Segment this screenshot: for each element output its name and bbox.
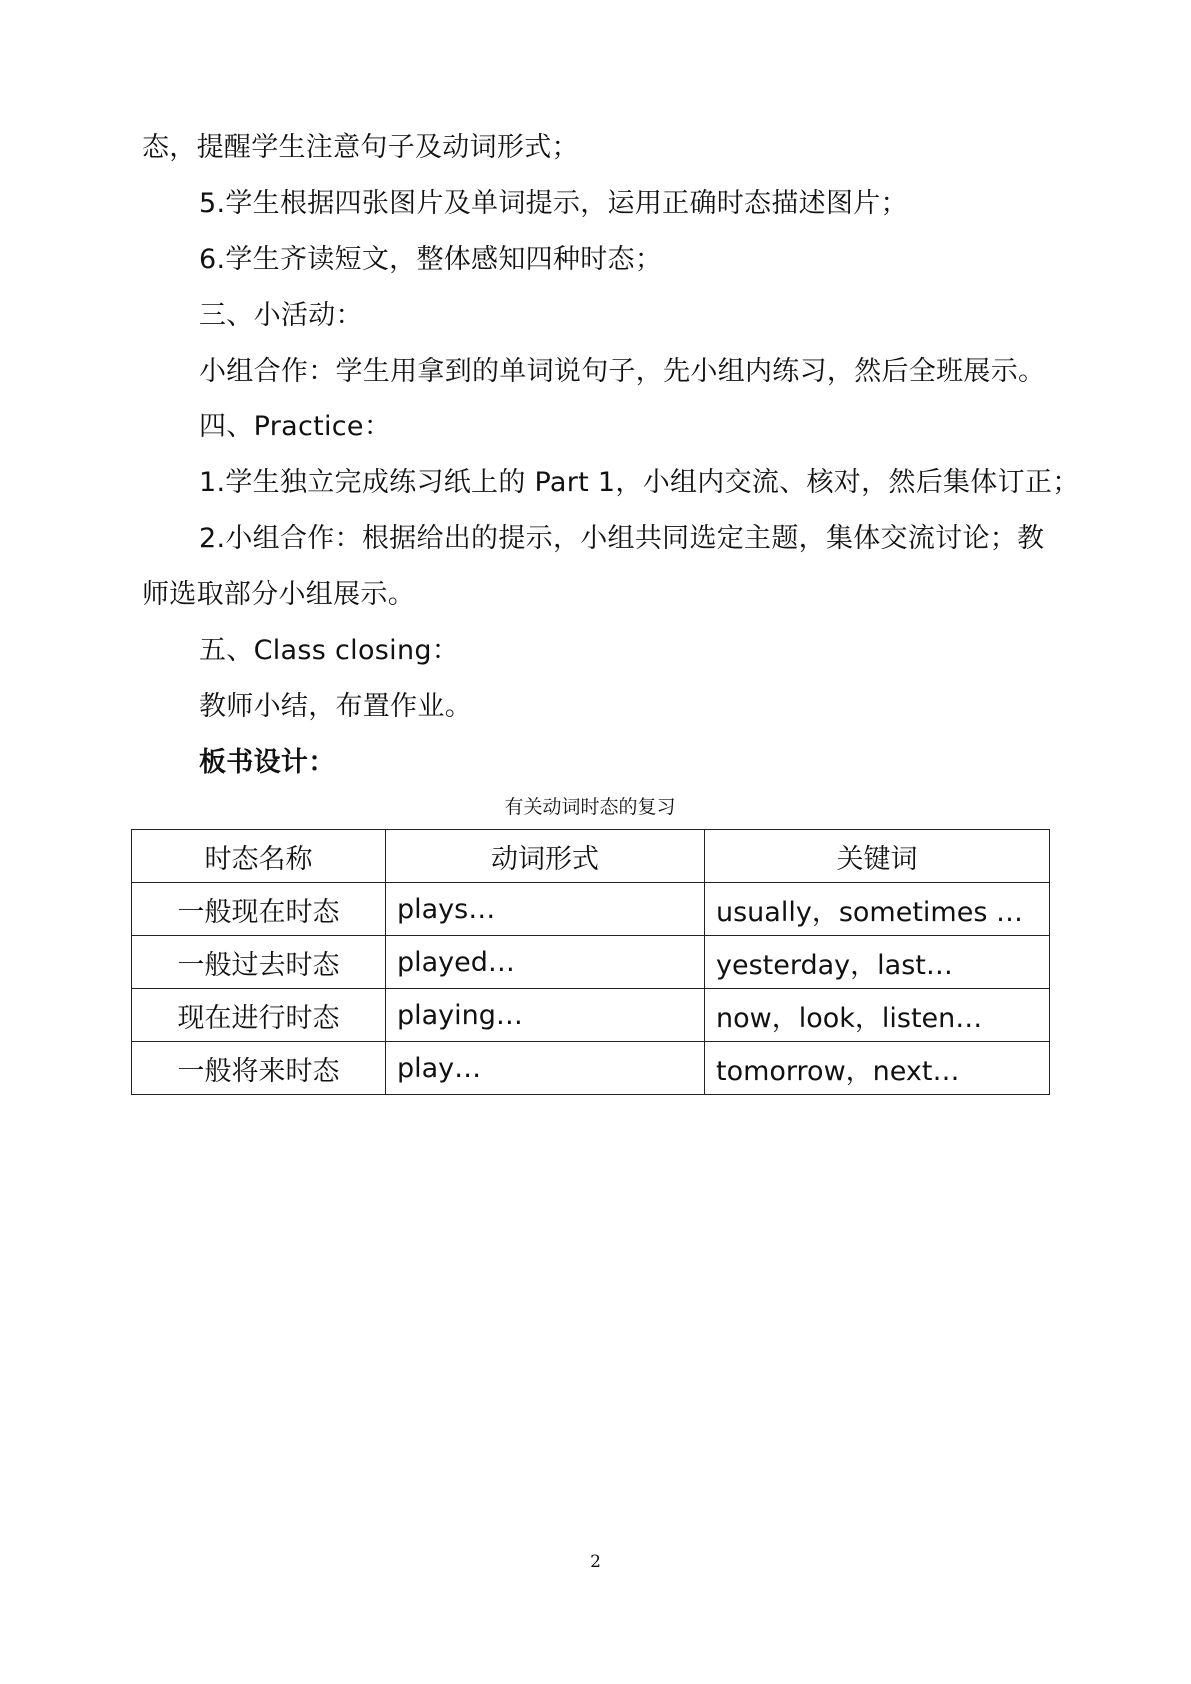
section-4-heading: 四、Practice：: [199, 411, 392, 442]
tense-name-cell: 一般现在时态: [132, 883, 386, 936]
table-row: [132, 989, 1050, 1042]
table-row: [132, 883, 1050, 936]
page-number: 2: [590, 1552, 601, 1572]
group-work-line: 小组合作：学生用拿到的单词说句子，先小组内练习，然后全班展示。: [199, 356, 1046, 387]
keywords-cell: usually，sometimes …: [705, 883, 1050, 936]
tense-name-cell: 一般过去时态: [132, 936, 386, 989]
table-caption: 有关动词时态的复习: [504, 796, 676, 818]
section-3-heading: 三、小活动：: [199, 300, 363, 331]
verb-form-cell: play…: [386, 1042, 705, 1095]
section-5-heading: 五、Class closing：: [199, 635, 460, 666]
tense-name-cell: 一般将来时态: [132, 1042, 386, 1095]
header-verb-form: 动词形式: [386, 830, 705, 883]
step-5-line: 5.学生根据四张图片及单词提示，运用正确时态描述图片；: [199, 188, 908, 219]
verb-form-cell: plays…: [386, 883, 705, 936]
practice-step-2-continuation: 师选取部分小组展示。: [142, 579, 415, 610]
practice-step-2-line: 2.小组合作：根据给出的提示，小组共同选定主题，集体交流讨论；教: [199, 523, 1045, 554]
header-keywords: 关键词: [705, 830, 1050, 883]
verb-form-cell: played…: [386, 936, 705, 989]
tense-table: [131, 829, 1050, 1095]
header-tense-name: 时态名称: [132, 830, 386, 883]
keywords-cell: now，look，listen…: [705, 989, 1050, 1042]
table-header-row: [132, 830, 1050, 883]
step-6-line: 6.学生齐读短文，整体感知四种时态；: [199, 244, 663, 275]
closing-line: 教师小结，布置作业。: [199, 691, 472, 722]
board-design-heading: 板书设计：: [199, 747, 336, 778]
table-row: [132, 1042, 1050, 1095]
keywords-cell: tomorrow，next…: [705, 1042, 1050, 1095]
keywords-cell: yesterday，last…: [705, 936, 1050, 989]
table-row: [132, 936, 1050, 989]
paragraph-line: 态，提醒学生注意句子及动词形式；: [142, 132, 579, 163]
tense-name-cell: 现在进行时态: [132, 989, 386, 1042]
practice-step-1-line: 1.学生独立完成练习纸上的 Part 1，小组内交流、核对，然后集体订正；: [199, 467, 1080, 498]
verb-form-cell: playing…: [386, 989, 705, 1042]
